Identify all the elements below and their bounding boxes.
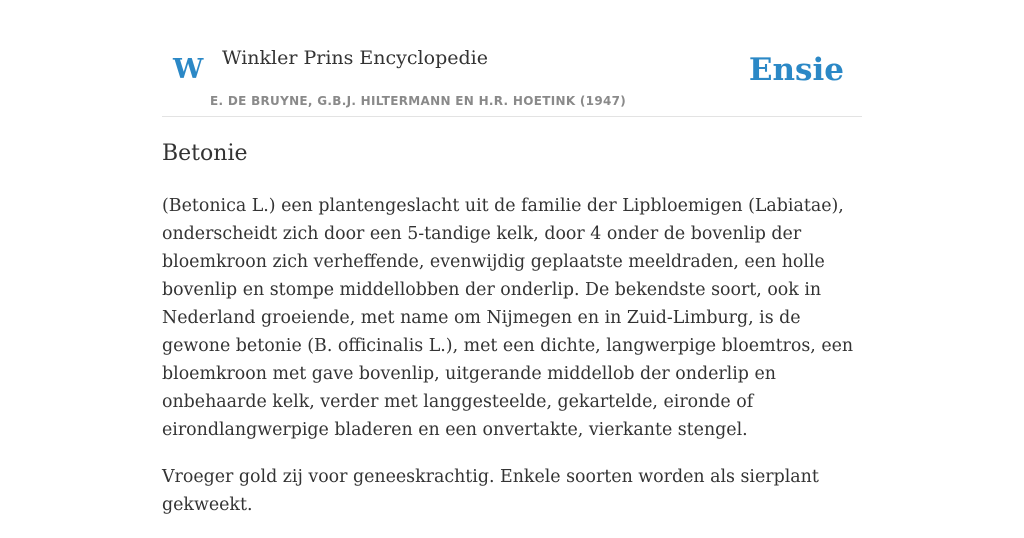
book-title[interactable]: Winkler Prins Encyclopedie bbox=[222, 47, 488, 69]
page bbox=[162, 0, 862, 515]
article-paragraph: Vroeger gold zij voor geneeskrachtig. Enkele soorten worden als sierplant gekweekt. bbox=[162, 467, 819, 515]
header bbox=[162, 0, 862, 117]
ensie-logo[interactable]: Ensie bbox=[748, 52, 844, 88]
article-title: Betonie bbox=[162, 141, 248, 166]
article-paragraph: (Betonica L.) een plantengeslacht uit de familie der Lipbloemigen (Labiatae), onderscheidt zich door een 5-tandige kelk, door 4 onder de bovenlip der bloemkroon zich verheffende, evenwijdig geplaatste meeldraden, een holle bovenlip en stompe middellobben der onderlip. De bekendste soort, ook in Nederland groeiende, met name om Nijmegen en in Zuid-Limburg, is de gewone betonie (B. officinalis L.), met een dichte, langwerpige bloemtros, een bloemkroon met gave bovenlip, uitgerande middellob der onderlip en onbehaarde kelk, verder met langgesteelde, gekartelde, eironde of eirondlangwerpige bladeren en een onvertakte, vierkante stengel. bbox=[162, 196, 854, 440]
book-authors: E. DE BRUYNE, G.B.J. HILTERMANN EN H.R. HOETINK (1947) bbox=[210, 94, 627, 108]
encyclopedia-logo[interactable]: W bbox=[173, 54, 204, 85]
article-body bbox=[162, 192, 862, 538]
